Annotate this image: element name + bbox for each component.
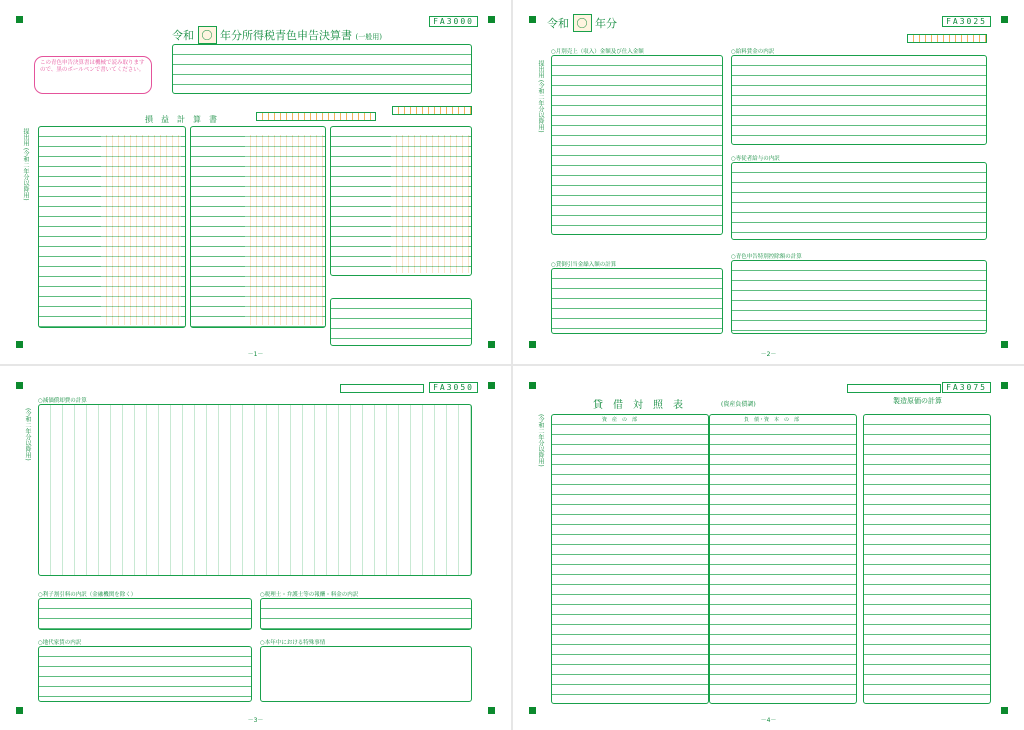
page-number: －2－ <box>760 351 777 358</box>
statement-title: 損 益 計 算 書 <box>145 115 217 124</box>
page-number: －4－ <box>760 717 777 724</box>
form-code: FA3050 <box>429 382 478 393</box>
registration-mark <box>488 382 495 389</box>
title-text: 年分所得税青色申告決算書 <box>220 29 352 42</box>
liabilities-table[interactable] <box>709 414 857 704</box>
form-code: FA3075 <box>942 382 991 393</box>
special-circumstances-box[interactable] <box>260 646 472 702</box>
registration-mark <box>488 707 495 714</box>
year-field[interactable]: 〇 <box>573 14 592 32</box>
page-title <box>172 26 382 44</box>
registration-mark <box>529 382 536 389</box>
vertical-label: 提出用 (令和二年分以降用) <box>537 60 544 133</box>
registration-mark <box>488 16 495 23</box>
taxpayer-info-table[interactable] <box>172 44 472 94</box>
section-heading: ○本年中における特殊事情 <box>260 640 326 646</box>
era-label: 令和 <box>547 17 569 30</box>
rent-table[interactable] <box>38 646 252 702</box>
income-table-left[interactable] <box>38 126 186 328</box>
section-heading: ○利子割引料の内訳（金融機関を除く） <box>38 592 137 598</box>
registration-mark <box>529 16 536 23</box>
balance-sheet-title: 貸 借 対 照 表 <box>593 400 683 411</box>
amount-column <box>245 135 323 325</box>
special-deduction-table[interactable] <box>731 260 987 334</box>
monthly-sales-table[interactable] <box>551 55 723 235</box>
assets-heading: 資 産 の 部 <box>602 417 638 423</box>
vertical-label: 提出用 (令和二年分以降用) <box>22 128 29 201</box>
notice-bubble: この青色申告決算書は機械で読み取りますので、黒のボールペンで書いてください。 <box>34 56 152 94</box>
vertical-label: (令和二年分以降用) <box>24 408 31 461</box>
page-1 <box>0 0 511 364</box>
registration-mark <box>1001 382 1008 389</box>
section-heading: ○月別売上（収入）金額及び仕入金額 <box>551 49 644 55</box>
form-code: FA3000 <box>429 16 478 27</box>
amount-column <box>391 135 469 273</box>
registration-mark <box>16 16 23 23</box>
page-number: －1－ <box>247 351 264 358</box>
form-code: FA3025 <box>942 16 991 27</box>
vertical-label: (令和二年分以降用) <box>537 414 544 467</box>
professional-fees-table[interactable] <box>260 598 472 630</box>
assets-table[interactable] <box>551 414 709 704</box>
section-heading: ○青色申告特別控除額の計算 <box>731 254 802 260</box>
registration-mark <box>16 707 23 714</box>
page-title <box>547 14 617 32</box>
registration-mark <box>488 341 495 348</box>
number-field[interactable] <box>340 384 424 393</box>
salary-table[interactable] <box>731 55 987 145</box>
amount-column <box>101 135 181 325</box>
expense-table-middle[interactable] <box>190 126 326 328</box>
title-subtitle: (一般用) <box>355 33 382 41</box>
section-heading: ○減価償却費の計算 <box>38 398 87 404</box>
registration-mark <box>1001 707 1008 714</box>
section-heading: ○税理士・弁護士等の報酬・料金の内訳 <box>260 592 359 598</box>
page-4 <box>513 366 1024 730</box>
tax-office-table[interactable] <box>330 298 472 346</box>
manufacturing-cost-title: 製造原価の計算 <box>893 397 942 405</box>
section-heading: ○専従者給与の内訳 <box>731 156 780 162</box>
expense-table-right[interactable] <box>330 126 472 276</box>
section-heading: ○貸倒引当金繰入額の計算 <box>551 262 617 268</box>
number-field[interactable] <box>907 34 987 43</box>
registration-mark <box>1001 16 1008 23</box>
page-number: －3－ <box>247 717 264 724</box>
number-field[interactable] <box>847 384 941 393</box>
registration-mark <box>529 707 536 714</box>
registration-mark <box>529 341 536 348</box>
year-field[interactable]: 〇 <box>198 26 217 44</box>
depreciation-table[interactable] <box>38 404 472 576</box>
manufacturing-cost-table[interactable] <box>863 414 991 704</box>
number-field[interactable] <box>392 106 472 115</box>
title-text: 年分 <box>595 17 617 30</box>
family-salary-table[interactable] <box>731 162 987 240</box>
registration-mark <box>16 341 23 348</box>
section-heading: ○給料賃金の内訳 <box>731 49 775 55</box>
registration-mark <box>16 382 23 389</box>
page-3 <box>0 366 511 730</box>
section-heading: ○地代家賃の内訳 <box>38 640 82 646</box>
liabilities-heading: 負 債・資 本 の 部 <box>744 417 800 423</box>
era-label: 令和 <box>172 29 194 42</box>
balance-sheet-note: (資産負債調) <box>721 401 756 408</box>
bad-debt-table[interactable] <box>551 268 723 334</box>
interest-table[interactable] <box>38 598 252 630</box>
page-2 <box>513 0 1024 364</box>
registration-mark <box>1001 341 1008 348</box>
period-fields[interactable] <box>256 112 376 121</box>
